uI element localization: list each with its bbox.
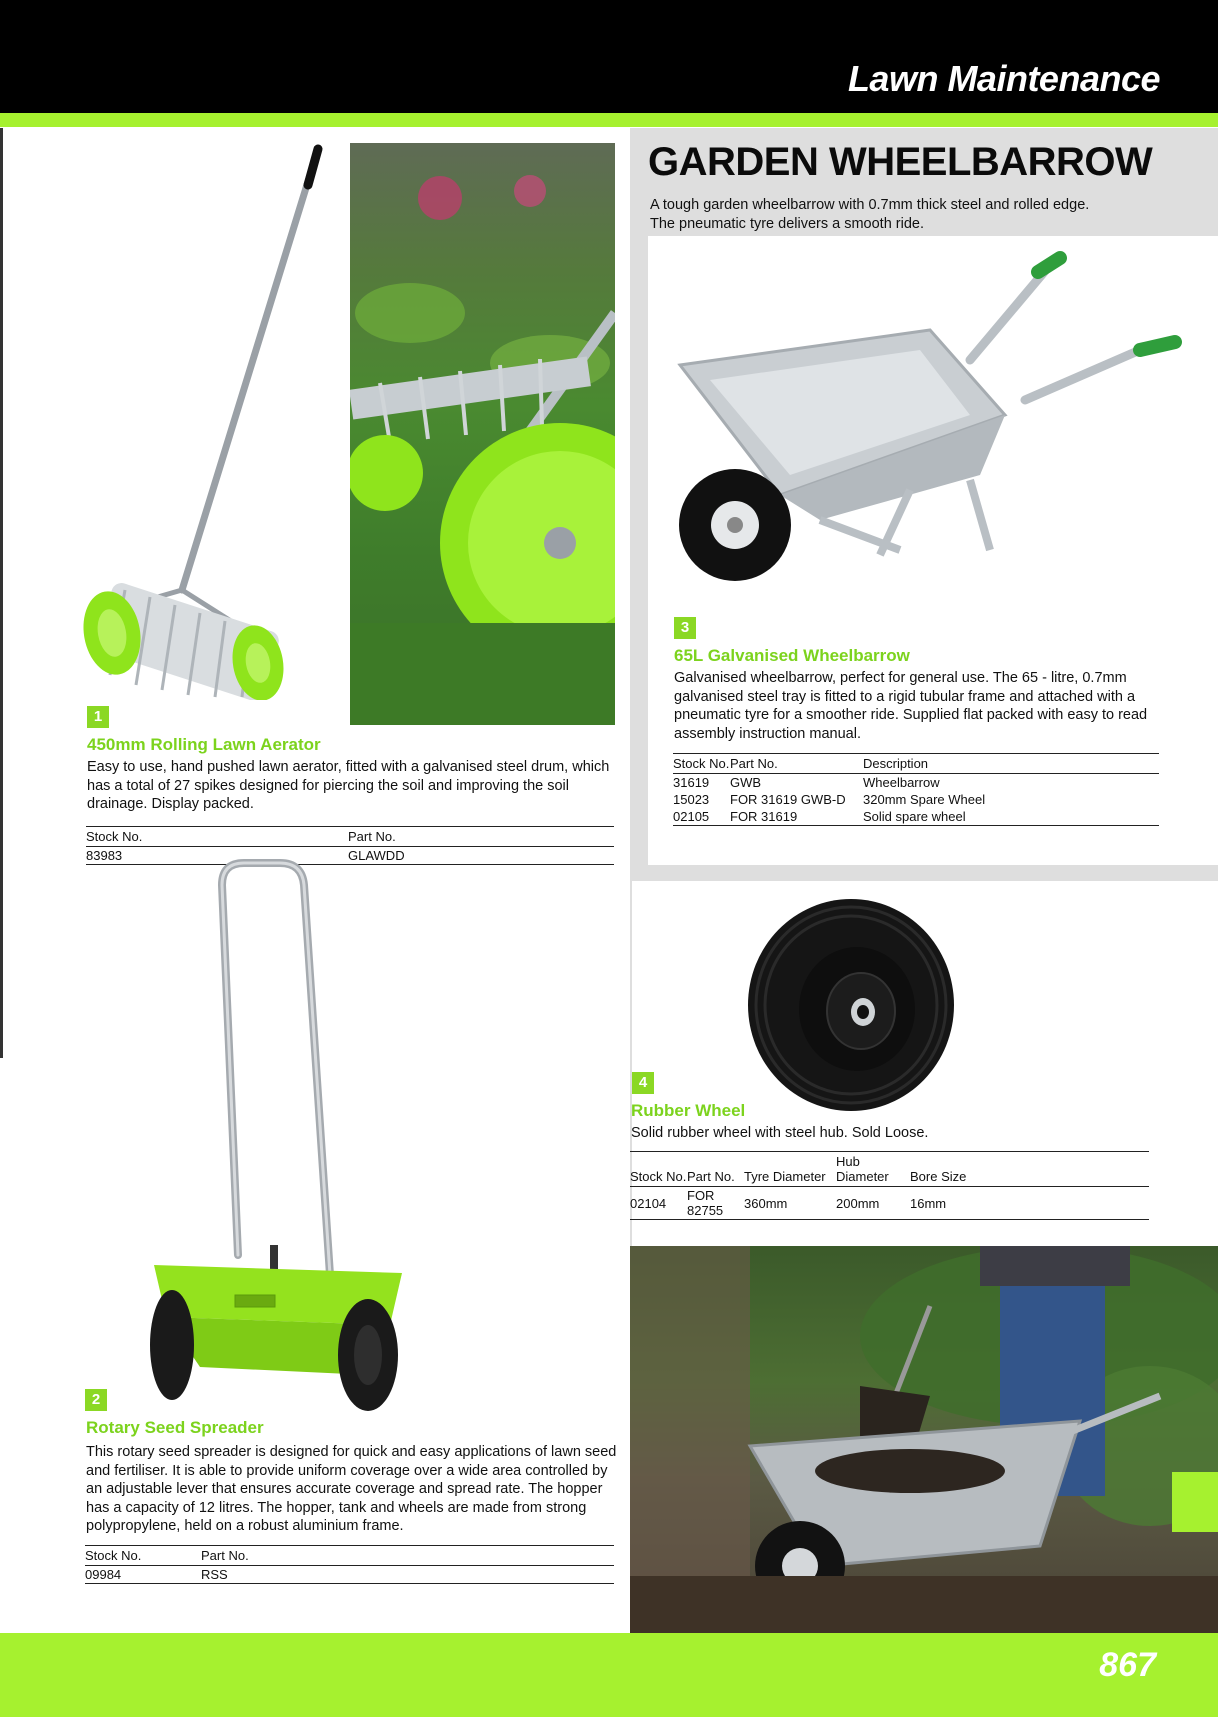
product-description-line: This rotary seed spreader is designed for quick and easy applications of lawn seed xyxy=(86,1444,617,1460)
left-edge-rule xyxy=(0,128,3,1058)
page-category-title: Lawn Maintenance xyxy=(847,58,1160,99)
page-number: 867 xyxy=(1099,1646,1156,1684)
product-description-line: Easy to use, hand pushed lawn aerator, fitted with a galvanised steel drum, which xyxy=(87,759,610,775)
stock-number: 02104 xyxy=(630,1195,667,1211)
stock-number: 02105 xyxy=(673,809,710,824)
product-description-line: Galvanised wheelbarrow, perfect for general use. The 65 - litre, 0.7mm xyxy=(674,670,1127,686)
tyre-diameter: 360mm xyxy=(744,1195,788,1211)
product-description-line: an adjustable lever that ensures accurate coverage and spread rate. The hopper xyxy=(86,1481,603,1497)
spec-header: Description xyxy=(863,756,929,771)
product-title: 65L Galvanised Wheelbarrow xyxy=(674,646,910,665)
part-number: FOR 31619 GWB-D xyxy=(730,792,846,807)
product-description-line: has a capacity of 12 litres. The hopper, tank and wheels are made from strong xyxy=(86,1499,587,1516)
spec-table xyxy=(630,1151,1149,1220)
table-row xyxy=(673,808,1159,826)
header-accent-stripe xyxy=(0,113,1218,127)
product-description xyxy=(87,758,617,814)
galvanised-wheelbarrow-image xyxy=(670,250,1190,595)
product-description xyxy=(86,1443,626,1536)
product-description xyxy=(674,669,1194,743)
product-description-line: drainage. Display packed. xyxy=(87,796,254,812)
spec-header: Stock No. xyxy=(673,756,730,771)
page-footer xyxy=(0,1633,1218,1717)
product-number-badge: 4 xyxy=(632,1072,654,1094)
section-side-tab xyxy=(1172,1472,1218,1532)
spec-header: Hub Diameter xyxy=(836,1154,889,1184)
product-description-line: galvanised steel tray is fitted to a rigid tubular frame and attached with a xyxy=(674,688,1136,705)
stock-number: 15023 xyxy=(673,792,710,807)
section-intro-line: The pneumatic tyre delivers a smooth ride. xyxy=(650,216,925,232)
product-description-line: and fertiliser. It is able to provide uniform coverage over a wide area controlled by xyxy=(86,1462,608,1479)
spec-header: Part No. xyxy=(687,1169,735,1184)
rubber-wheel-image xyxy=(745,895,960,1115)
product-title: 450mm Rolling Lawn Aerator xyxy=(87,735,321,754)
section-title: GARDEN WHEELBARROW xyxy=(648,140,1153,184)
product-description-line: assembly instruction manual. xyxy=(674,725,861,742)
product-description xyxy=(631,1124,1151,1143)
spec-table xyxy=(85,1545,614,1584)
stock-number: 09984 xyxy=(85,1567,122,1582)
spec-header: Bore Size xyxy=(910,1169,967,1184)
part-number: GWB xyxy=(730,775,762,790)
table-row xyxy=(673,791,1159,808)
hub-diameter: 200mm xyxy=(836,1195,880,1211)
spec-header: Part No. xyxy=(201,1548,249,1563)
table-row xyxy=(85,1566,614,1584)
product-description-line: Solid rubber wheel with steel hub. Sold Loose. xyxy=(631,1125,929,1141)
part-number: FOR 31619 xyxy=(730,809,798,824)
product-description-line: polypropylene, held on a robust aluminium frame. xyxy=(86,1518,404,1534)
wheelbarrow-in-use-photo xyxy=(630,1246,1218,1633)
part-number: RSS xyxy=(201,1567,228,1582)
aerator-in-use-photo xyxy=(350,143,615,725)
product-description-line: pneumatic tyre for a smoother ride. Supplied flat packed with easy to read xyxy=(674,707,1148,723)
spec-header: Part No. xyxy=(348,829,396,844)
section-intro xyxy=(650,196,1089,234)
spec-header: Tyre Diameter xyxy=(744,1169,826,1184)
table-row xyxy=(673,774,1159,792)
description: 320mm Spare Wheel xyxy=(863,792,986,807)
spec-header: Part No. xyxy=(730,756,778,771)
product-number-badge: 3 xyxy=(674,617,696,639)
spec-table xyxy=(673,753,1159,826)
bore-size: 16mm xyxy=(910,1195,947,1211)
part-number: GLAWDD xyxy=(348,848,405,863)
part-number: FOR 82755 xyxy=(687,1188,724,1218)
table-row xyxy=(630,1187,1149,1220)
product-description-line: has a total of 27 spikes designed for piercing the soil and improving the soil xyxy=(87,777,570,794)
description: Solid spare wheel xyxy=(863,809,966,824)
product-number-badge: 2 xyxy=(85,1389,107,1411)
spec-header: Stock No. xyxy=(85,1548,142,1563)
product-title: Rubber Wheel xyxy=(631,1101,746,1120)
spec-header: Stock No. xyxy=(630,1169,687,1184)
stock-number: 83983 xyxy=(86,848,123,863)
lawn-aerator-image xyxy=(70,135,340,700)
seed-spreader-image xyxy=(140,855,430,1415)
product-title: Rotary Seed Spreader xyxy=(86,1418,264,1437)
section-intro-line: A tough garden wheelbarrow with 0.7mm thick steel and rolled edge. xyxy=(650,197,1090,213)
stock-number: 31619 xyxy=(673,775,710,790)
description: Wheelbarrow xyxy=(863,775,940,790)
product-number-badge: 1 xyxy=(87,706,109,728)
spec-header: Stock No. xyxy=(86,829,143,844)
